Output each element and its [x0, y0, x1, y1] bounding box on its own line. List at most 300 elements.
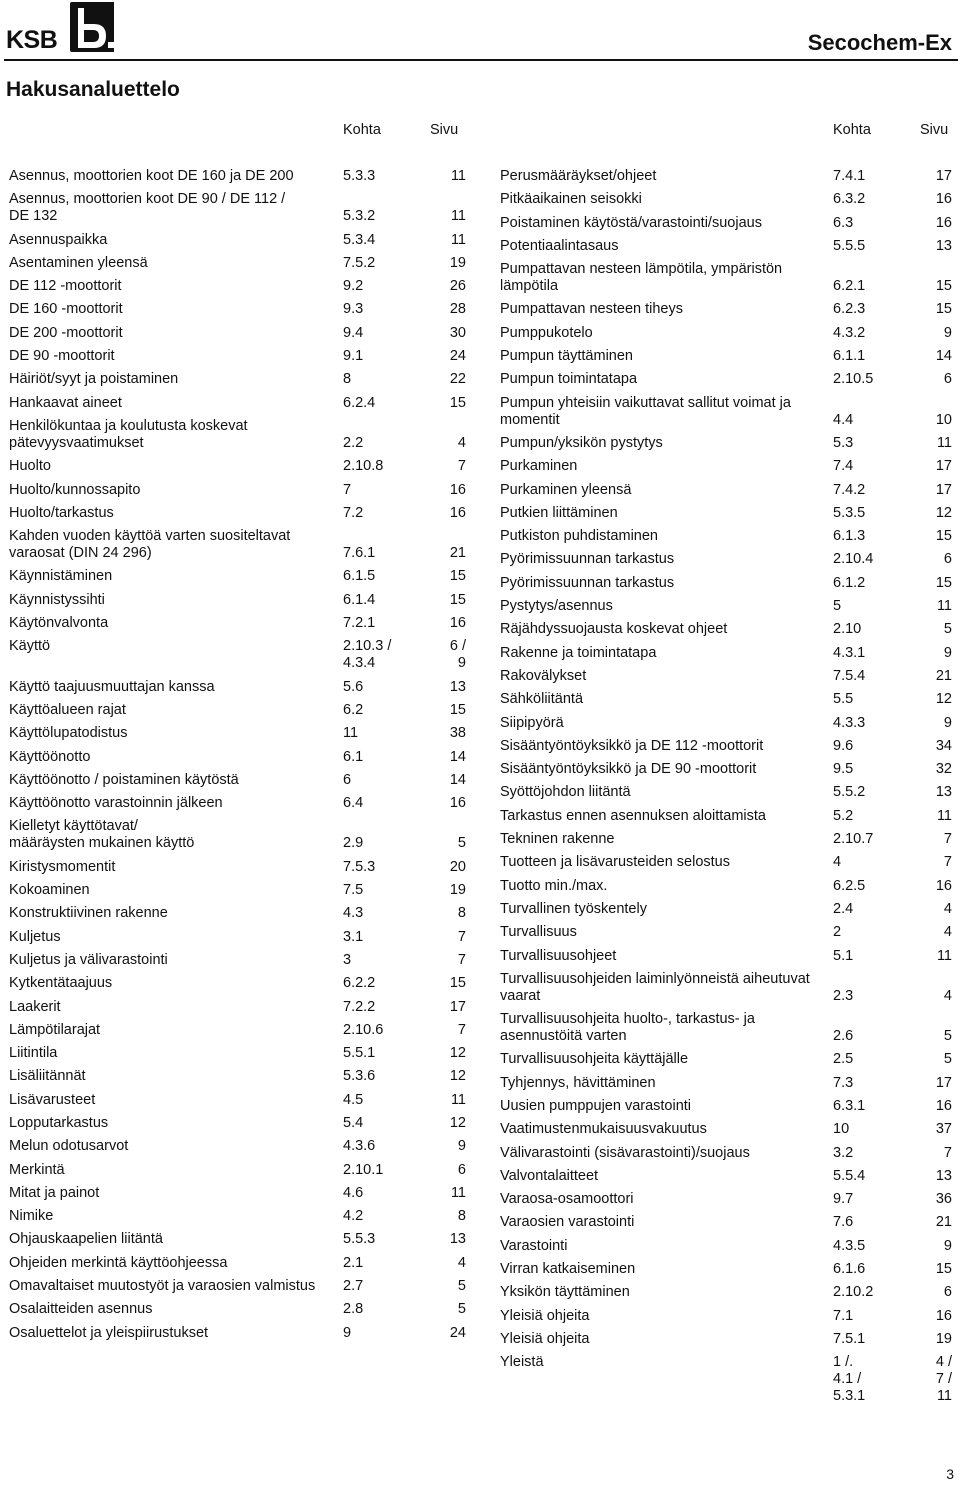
index-section: 6.1 [343, 748, 364, 765]
index-section: 11 [343, 725, 359, 742]
index-section: 2.10 [833, 621, 862, 638]
index-term: Perusmääräykset/ohjeet [500, 168, 657, 184]
index-term: Purkaminen yleensä [500, 481, 632, 498]
index-page: 22 [449, 371, 466, 388]
index-page: 7 [943, 854, 952, 871]
index-page: 6 [943, 371, 952, 388]
index-page: 12 [935, 691, 952, 708]
index-section: 3.2 [833, 1144, 854, 1161]
index-section: 7.5 [343, 882, 364, 899]
index-section: 6.1.6 [833, 1261, 866, 1278]
index-page: 26 [449, 278, 466, 295]
index-entry [9, 615, 469, 632]
index-entry [500, 575, 952, 592]
index-term: Liitintila [9, 1045, 58, 1062]
index-entry [500, 668, 952, 685]
index-entry [9, 1138, 469, 1155]
index-page: 13 [449, 678, 466, 695]
index-entry [500, 1354, 952, 1405]
index-section: 7.6 [833, 1214, 854, 1231]
index-term: DE 112 -moottorit [9, 278, 122, 295]
index-entry [500, 1075, 952, 1092]
index-page: 5 [457, 835, 466, 852]
index-section: 5.5.2 [833, 784, 866, 801]
index-page: 16 [449, 481, 466, 498]
index-entry [500, 924, 952, 941]
index-entry [9, 772, 469, 789]
index-section: 2.10.4 [833, 551, 874, 568]
index-term: Merkintä [9, 1161, 65, 1178]
product-name: Secochem-Ex [807, 30, 952, 55]
index-term: Pyörimissuunnan tarkastus [500, 551, 675, 568]
index-term: Häiriöt/syyt ja poistaminen [9, 371, 179, 388]
column-header [500, 122, 952, 142]
index-section: 7.5.4 [833, 667, 866, 684]
index-entry [9, 1162, 469, 1179]
index-column-right [500, 122, 952, 1412]
index-term: Huolto/kunnossapito [9, 481, 141, 498]
index-section: 3.1 [343, 928, 364, 945]
index-page: 8 [457, 905, 466, 922]
index-term: Virran katkaiseminen [500, 1261, 636, 1278]
index-page: 16 [935, 214, 952, 231]
index-term: Mitat ja painot [9, 1184, 100, 1201]
index-page: 16 [935, 877, 952, 894]
index-section: 6.2.5 [833, 877, 866, 894]
index-page: 7 [943, 1144, 952, 1161]
index-entry [500, 261, 952, 295]
index-page: 7 [457, 928, 466, 945]
index-entry [9, 168, 469, 185]
index-entry [500, 1121, 952, 1138]
index-term: Kielletyt käyttötavat/ määräysten mukainen käyttö [9, 818, 195, 852]
index-entry [9, 1325, 469, 1342]
index-section: 2.10.5 [833, 371, 874, 388]
index-section: 6.2.4 [343, 394, 376, 411]
index-page: 34 [935, 737, 952, 754]
index-term: Turvallisuus [500, 924, 577, 941]
index-term: Käyttö [9, 638, 51, 655]
index-page: 16 [935, 1307, 952, 1324]
index-entry [500, 191, 952, 208]
index-entry [9, 882, 469, 899]
index-page: 9 [943, 1237, 952, 1254]
index-term: Syöttöjohdon liitäntä [500, 784, 631, 801]
page-header [0, 0, 960, 62]
index-page: 9 [943, 324, 952, 341]
index-page: 4 [943, 987, 952, 1004]
index-page: 17 [935, 1074, 952, 1091]
header-kohta: Kohta [833, 122, 871, 138]
index-section: 2.10.2 [833, 1284, 874, 1301]
index-section: 7.5.2 [343, 254, 376, 271]
index-term: Uusien pumppujen varastointi [500, 1097, 692, 1114]
index-page: 4 / 7 / 11 [935, 1354, 952, 1405]
index-term: Käyttöalueen rajat [9, 701, 126, 718]
index-term: Vaatimustenmukaisuusvakuutus [500, 1121, 707, 1138]
index-section: 7.5.1 [833, 1330, 866, 1347]
index-entry [500, 1145, 952, 1162]
index-entry [500, 1261, 952, 1278]
index-entry [500, 1308, 952, 1325]
index-section: 4 [833, 854, 842, 871]
index-entry [500, 1098, 952, 1115]
index-page: 5 [943, 1028, 952, 1045]
index-page: 24 [449, 348, 466, 365]
index-section: 4.6 [343, 1184, 364, 1201]
index-term: Turvallisuusohjeita huolto-, tarkastus- ja asennustöitä varten [500, 1011, 755, 1045]
page-number: 3 [946, 1466, 954, 1482]
index-term: Pyörimissuunnan tarkastus [500, 574, 675, 591]
index-page: 19 [449, 882, 466, 899]
index-section: 4.4 [833, 411, 854, 428]
index-term: Käynnistyssihti [9, 591, 105, 608]
index-page: 11 [450, 168, 466, 184]
index-section: 5.4 [343, 1114, 364, 1131]
index-term: Käyttöönotto / poistaminen käytöstä [9, 771, 239, 788]
index-entry [9, 1092, 469, 1109]
header-sivu: Sivu [430, 122, 459, 138]
index-entry [9, 702, 469, 719]
index-page: 24 [449, 1324, 466, 1341]
index-page: 13 [449, 1231, 466, 1248]
index-page: 7 [457, 951, 466, 968]
index-page: 5 [457, 1278, 466, 1295]
index-term: Kuljetus ja välivarastointi [9, 951, 168, 968]
index-entry [9, 859, 469, 876]
index-page: 13 [935, 784, 952, 801]
index-entry [9, 1255, 469, 1272]
index-entry [9, 568, 469, 585]
index-term: Tekninen rakenne [500, 831, 615, 848]
index-term: Tuotteen ja lisävarusteiden selostus [500, 854, 730, 871]
index-section: 2.10.3 / 4.3.4 [343, 638, 392, 672]
index-section: 7.4.2 [833, 481, 866, 498]
index-entry [9, 592, 469, 609]
index-entry [500, 348, 952, 365]
index-page: 17 [935, 168, 952, 184]
index-entry [9, 818, 469, 852]
index-term: Käyttö taajuusmuuttajan kanssa [9, 678, 215, 695]
index-section: 6.1.1 [833, 348, 866, 365]
index-section: 9.5 [833, 761, 854, 778]
index-section: 5.5.5 [833, 237, 866, 254]
index-page: 5 [457, 1301, 466, 1318]
index-term: Yleisiä ohjeita [500, 1307, 590, 1324]
index-page: 12 [449, 1114, 466, 1131]
index-section: 9.2 [343, 278, 364, 295]
index-section: 2.9 [343, 835, 364, 852]
index-page: 6 / 9 [449, 638, 466, 672]
index-entry [9, 725, 469, 742]
index-page: 15 [449, 975, 466, 992]
index-page: 10 [935, 411, 952, 428]
index-section: 6.1.2 [833, 574, 866, 591]
index-section: 5.2 [833, 807, 854, 824]
index-term: Käyttöönotto varastoinnin jälkeen [9, 795, 223, 812]
header-sivu: Sivu [920, 122, 949, 138]
index-page: 11 [936, 807, 952, 824]
index-section: 5.3.5 [833, 504, 866, 521]
index-section: 8 [343, 371, 352, 388]
index-entry [9, 1208, 469, 1225]
index-entry [500, 691, 952, 708]
index-term: Lisävarusteet [9, 1091, 96, 1108]
index-page: 17 [935, 481, 952, 498]
index-page: 17 [449, 998, 466, 1015]
logo-text: KSB [6, 26, 58, 54]
index-term: Rakenne ja toimintatapa [500, 644, 657, 661]
index-term: Lämpötilarajat [9, 1021, 101, 1038]
index-entry [9, 482, 469, 499]
index-term: Asentaminen yleensä [9, 254, 148, 271]
index-section: 9.7 [833, 1191, 854, 1208]
index-section: 5.5.3 [343, 1231, 376, 1248]
index-term: Laakerit [9, 998, 61, 1015]
index-page: 13 [935, 1167, 952, 1184]
index-entry [500, 1331, 952, 1348]
index-entry [500, 621, 952, 638]
index-page: 15 [935, 574, 952, 591]
index-entry [500, 598, 952, 615]
index-entry [500, 1191, 952, 1208]
index-entry [500, 551, 952, 568]
index-section: 2.7 [343, 1278, 364, 1295]
index-entry [9, 232, 469, 249]
index-section: 2.10.1 [343, 1161, 384, 1178]
index-term: Pumpun täyttäminen [500, 348, 633, 365]
index-term: Turvallisuusohjeiden laiminlyönneistä aiheutuvat vaarat [500, 970, 810, 1004]
index-page: 12 [449, 1045, 466, 1062]
index-page: 15 [935, 1261, 952, 1278]
index-term: Käyttölupatodistus [9, 725, 128, 742]
index-entry [9, 1115, 469, 1132]
index-term: DE 160 -moottorit [9, 301, 123, 318]
index-page: 11 [450, 1091, 466, 1108]
index-entry [500, 948, 952, 965]
index-page: 11 [450, 1184, 466, 1201]
index-term: Käynnistäminen [9, 568, 113, 585]
index-entry [500, 645, 952, 662]
index-term: Turvallinen työskentely [500, 900, 647, 917]
index-term: Kahden vuoden käyttöä varten suositeltavat varaosat (DIN 24 296) [9, 528, 291, 562]
index-page: 5 [943, 621, 952, 638]
index-section: 7.2.2 [343, 998, 376, 1015]
index-term: Varastointi [500, 1237, 568, 1254]
index-term: Yksikön täyttäminen [500, 1284, 630, 1301]
index-term: Ohjauskaapelien liitäntä [9, 1231, 163, 1248]
index-entry [9, 505, 469, 522]
index-page: 21 [935, 1214, 952, 1231]
index-term: Sisääntyöntöyksikkö ja DE 112 -moottorit [500, 737, 764, 754]
index-entry [9, 795, 469, 812]
index-entry [9, 1022, 469, 1039]
index-entry [9, 458, 469, 475]
index-page: 4 [457, 1254, 466, 1271]
index-entry [9, 1185, 469, 1202]
index-entry [9, 999, 469, 1016]
index-entry [9, 528, 469, 562]
index-term: Osaluettelot ja yleispiirustukset [9, 1324, 209, 1341]
index-term: Asennuspaikka [9, 231, 108, 248]
index-section: 7.3 [833, 1074, 854, 1091]
index-section: 7 [343, 481, 352, 498]
index-page: 15 [449, 591, 466, 608]
index-entry [9, 1045, 469, 1062]
index-term: Kuljetus [9, 928, 61, 945]
index-entry [9, 905, 469, 922]
index-entry [500, 901, 952, 918]
index-term: Pystytys/asennus [500, 598, 613, 615]
index-entry [500, 831, 952, 848]
index-term: Konstruktiivinen rakenne [9, 905, 168, 922]
index-page: 5 [943, 1051, 952, 1068]
ksb-b-logo-icon [64, 2, 116, 52]
index-page: 32 [935, 761, 952, 778]
index-page: 14 [935, 348, 952, 365]
index-section: 6.4 [343, 795, 364, 812]
index-entry [9, 191, 469, 225]
index-section: 5.3.3 [343, 168, 376, 184]
index-term: Omavaltaiset muutostyöt ja varaosien valmistus [9, 1278, 316, 1295]
index-page: 15 [449, 701, 466, 718]
index-section: 6.2.3 [833, 301, 866, 318]
index-entry [500, 761, 952, 778]
index-term: Pumppukotelo [500, 324, 593, 341]
index-entry [9, 1068, 469, 1085]
index-section: 7.6.1 [343, 545, 376, 562]
index-column-left [9, 122, 469, 1348]
index-section: 5 [833, 598, 842, 615]
index-page: 9 [943, 714, 952, 731]
index-entry [500, 458, 952, 475]
index-section: 9.1 [343, 348, 364, 365]
index-entry [9, 301, 469, 318]
index-section: 7.5.3 [343, 858, 376, 875]
index-page: 11 [936, 598, 952, 615]
index-page: 16 [935, 191, 952, 208]
index-entry [500, 878, 952, 895]
index-entry [500, 215, 952, 232]
index-section: 5.1 [833, 947, 854, 964]
index-term: Välivarastointi (sisävarastointi)/suojaus [500, 1144, 750, 1161]
index-entry [9, 749, 469, 766]
index-entry [500, 435, 952, 452]
index-section: 5.3.2 [343, 208, 376, 225]
index-page: 12 [935, 504, 952, 521]
index-term: Tuotto min./max. [500, 877, 608, 894]
index-page: 11 [450, 231, 466, 248]
index-term: Varaosien varastointi [500, 1214, 635, 1231]
index-section: 6 [343, 771, 352, 788]
index-entry [500, 371, 952, 388]
index-page: 14 [449, 748, 466, 765]
index-entry [500, 528, 952, 545]
index-term: Yleistä [500, 1354, 544, 1371]
index-entry [500, 301, 952, 318]
index-term: Varaosa-osamoottori [500, 1191, 634, 1208]
index-section: 7.2 [343, 504, 364, 521]
index-section: 2.3 [833, 987, 854, 1004]
index-page: 11 [450, 208, 466, 225]
index-page: 38 [449, 725, 466, 742]
index-section: 9.4 [343, 324, 364, 341]
index-term: Sähköliitäntä [500, 691, 584, 708]
index-entry [500, 1051, 952, 1068]
index-section: 5.3.4 [343, 231, 376, 248]
index-page: 19 [449, 254, 466, 271]
index-term: Asennus, moottorien koot DE 160 ja DE 200 [9, 168, 294, 184]
index-term: Yleisiä ohjeita [500, 1330, 590, 1347]
index-term: Tarkastus ennen asennuksen aloittamista [500, 807, 766, 824]
index-section: 4.2 [343, 1208, 364, 1225]
index-section: 6.3.1 [833, 1097, 866, 1114]
index-section: 7.2.1 [343, 615, 376, 632]
index-term: Hankaavat aineet [9, 394, 122, 411]
index-term: Tyhjennys, hävittäminen [500, 1074, 656, 1091]
index-page: 14 [449, 771, 466, 788]
index-entry [500, 395, 952, 429]
index-section: 2.10.8 [343, 458, 384, 475]
index-section: 4.3.6 [343, 1138, 376, 1155]
index-page: 19 [935, 1330, 952, 1347]
index-page: 7 [457, 458, 466, 475]
index-term: Nimike [9, 1208, 54, 1225]
index-section: 2 [833, 924, 842, 941]
index-section: 2.1 [343, 1254, 364, 1271]
page-title: Hakusanaluettelo [6, 78, 180, 101]
index-term: Pumpun yhteisiin vaikuttavat sallitut voimat ja momentit [500, 394, 791, 428]
index-page: 12 [449, 1068, 466, 1085]
index-page: 6 [943, 551, 952, 568]
index-entry [500, 325, 952, 342]
index-section: 10 [833, 1121, 850, 1138]
index-term: DE 200 -moottorit [9, 324, 123, 341]
index-page: 7 [457, 1021, 466, 1038]
index-term: Pitkäaikainen seisokki [500, 191, 642, 208]
index-page: 9 [943, 644, 952, 661]
index-term: Poistaminen käytöstä/varastointi/suojaus [500, 214, 762, 231]
index-term: Osalaitteiden asennus [9, 1301, 153, 1318]
index-section: 5.3.6 [343, 1068, 376, 1085]
index-section: 5.5 [833, 691, 854, 708]
index-term: Valvontalaitteet [500, 1167, 599, 1184]
index-term: Sisääntyöntöyksikkö ja DE 90 -moottorit [500, 761, 757, 778]
header-rule [4, 59, 958, 61]
index-section: 6.3 [833, 214, 854, 231]
index-section: 6.2.2 [343, 975, 376, 992]
index-term: Purkaminen [500, 458, 578, 475]
index-section: 6.2 [343, 701, 364, 718]
index-section: 2.10.7 [833, 831, 874, 848]
ksb-logo [6, 2, 116, 54]
index-section: 9.3 [343, 301, 364, 318]
index-term: Henkilökuntaa ja koulutusta koskevat pätevyysvaatimukset [9, 417, 248, 451]
index-page: 11 [936, 947, 952, 964]
index-section: 2.5 [833, 1051, 854, 1068]
index-term: Putkien liittäminen [500, 504, 618, 521]
index-section: 4.3.3 [833, 714, 866, 731]
index-entry [9, 929, 469, 946]
index-term: DE 90 -moottorit [9, 348, 115, 365]
index-entry [500, 971, 952, 1005]
index-entry [500, 715, 952, 732]
index-section: 9.6 [833, 737, 854, 754]
index-entry [9, 975, 469, 992]
index-entry [9, 371, 469, 388]
index-entry [500, 168, 952, 185]
index-page: 4 [457, 434, 466, 451]
